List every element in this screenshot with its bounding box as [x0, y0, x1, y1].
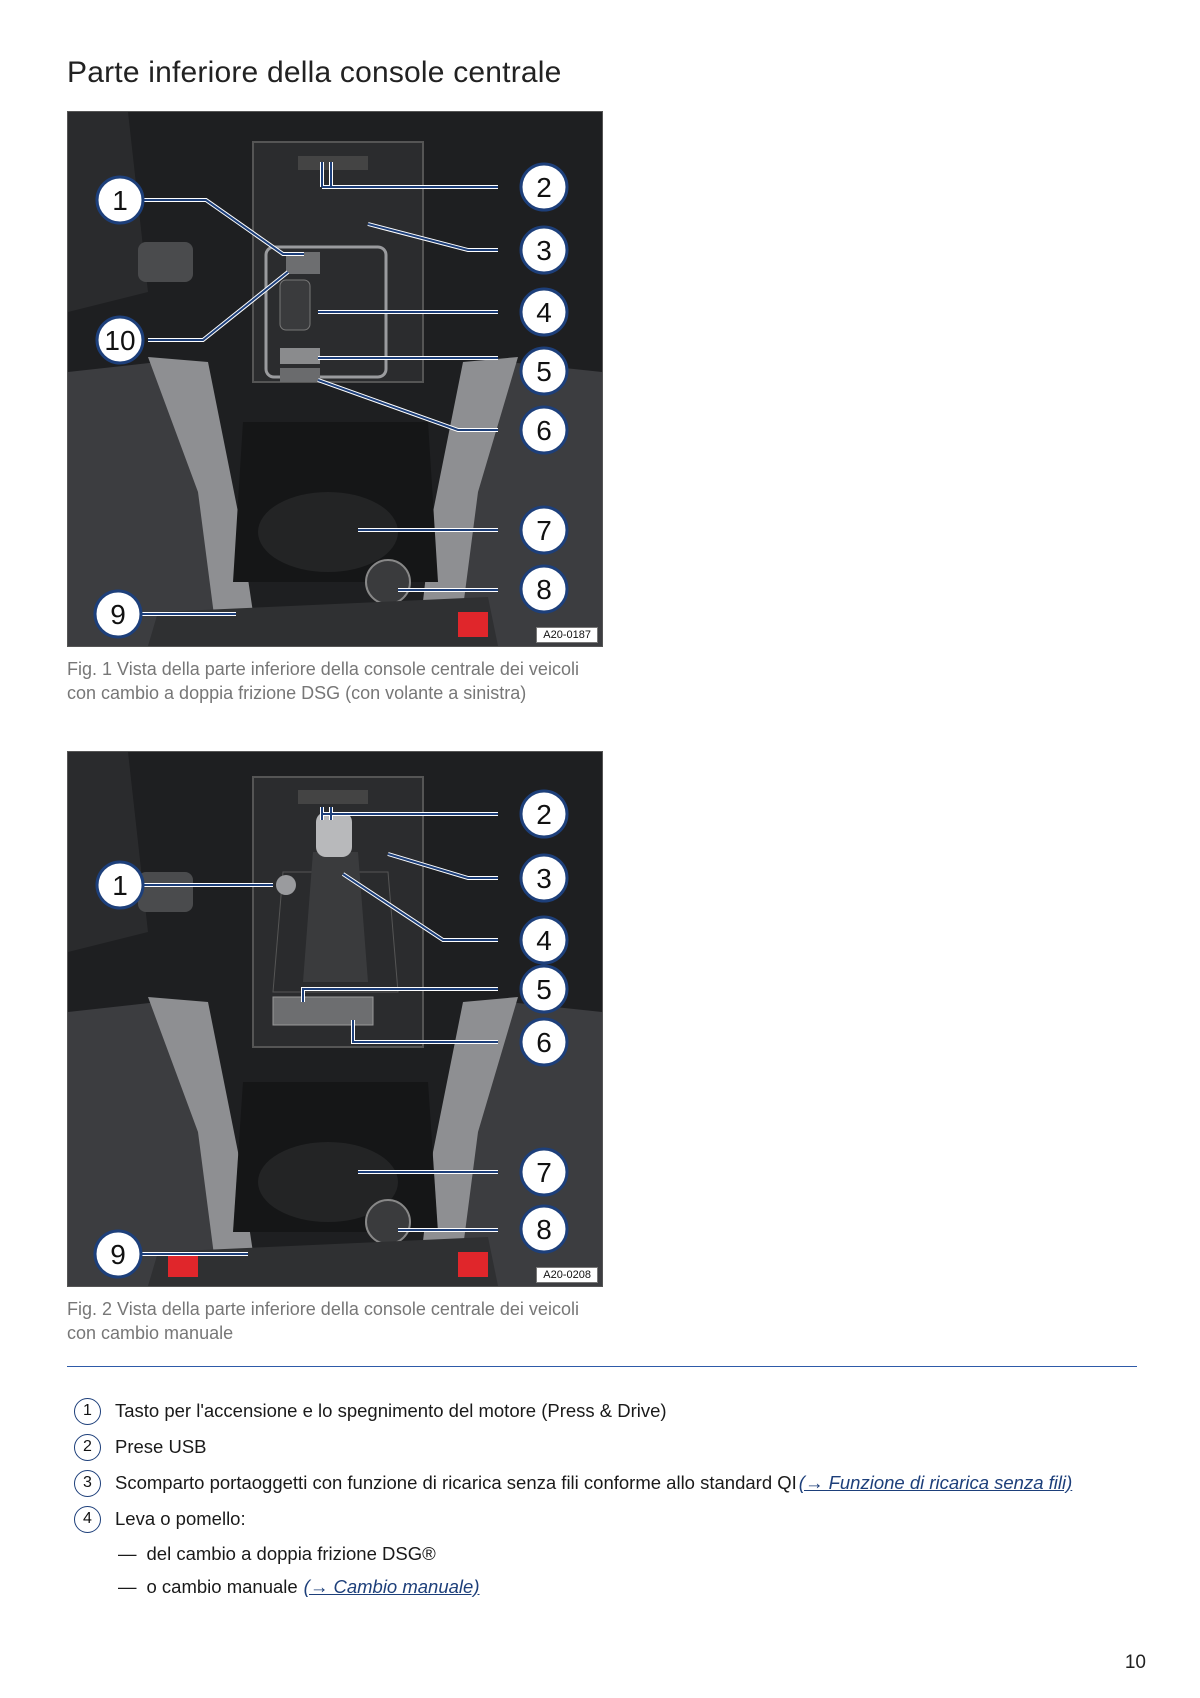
- legend-text: Tasto per l'accensione e lo spegnimento del motore (Press & Drive): [115, 1400, 667, 1421]
- svg-text:9: 9: [110, 1239, 126, 1270]
- legend-text: Scomparto portaoggetti con funzione di ricarica senza fili conforme allo standard QI: [115, 1472, 797, 1493]
- svg-text:2: 2: [536, 172, 552, 203]
- legend-text: Prese USB: [115, 1436, 207, 1457]
- page-title: Parte inferiore della console centrale: [67, 56, 562, 89]
- svg-text:8: 8: [536, 1214, 552, 1245]
- callout-6: [521, 1019, 567, 1065]
- svg-text:4: 4: [536, 925, 552, 956]
- legend-sub-item: [118, 1537, 1154, 1570]
- svg-text:5: 5: [536, 356, 552, 387]
- callout-10: [97, 317, 143, 363]
- svg-text:7: 7: [536, 1157, 552, 1188]
- callout-9: [95, 591, 141, 637]
- dash-bullet: —: [118, 1542, 137, 1564]
- callout-5: [521, 966, 567, 1012]
- svg-text:1: 1: [112, 185, 128, 216]
- figure-1-caption: Fig. 1 Vista della parte inferiore della console centrale dei veicoli con cambio a doppia frizione DSG (con volante a sinistra): [67, 659, 579, 703]
- legend-item: [74, 1393, 1154, 1429]
- legend-item: [74, 1501, 1154, 1537]
- callout-6: [521, 407, 567, 453]
- callout-7: [521, 1149, 567, 1195]
- callout-2: [521, 791, 567, 837]
- svg-text:1: 1: [112, 870, 128, 901]
- svg-text:3: 3: [536, 863, 552, 894]
- section-divider: [67, 1366, 1137, 1367]
- callout-2: [521, 164, 567, 210]
- figure-2-image: [67, 751, 603, 1287]
- legend-number-badge: 2: [74, 1434, 101, 1461]
- wireless-charging-link[interactable]: (→ Funzione di ricarica senza fili): [798, 1472, 1073, 1493]
- callout-7: [521, 507, 567, 553]
- callout-1: [97, 862, 143, 908]
- callout-5: [521, 348, 567, 394]
- svg-text:5: 5: [536, 974, 552, 1005]
- callout-4: [521, 917, 567, 963]
- figure-1-image: [67, 111, 603, 647]
- svg-text:4: 4: [536, 297, 552, 328]
- console-manual-illustration: [68, 752, 602, 1286]
- console-dsg-illustration: [68, 112, 602, 646]
- legend-text: Leva o pomello:: [115, 1508, 246, 1529]
- legend-number-badge: 4: [74, 1506, 101, 1533]
- callout-3: [521, 227, 567, 273]
- legend-number-badge: 3: [74, 1470, 101, 1497]
- svg-text:2: 2: [536, 799, 552, 830]
- callout-3: [521, 855, 567, 901]
- callout-9: [95, 1231, 141, 1277]
- callout-8: [521, 566, 567, 612]
- svg-text:3: 3: [536, 235, 552, 266]
- legend-list: [74, 1393, 1154, 1603]
- svg-text:8: 8: [536, 574, 552, 605]
- figure-code: A20-0208: [536, 1267, 598, 1283]
- figure-2-caption: Fig. 2 Vista della parte inferiore della console centrale dei veicoli con cambio manuale: [67, 1299, 579, 1343]
- svg-text:7: 7: [536, 515, 552, 546]
- svg-text:9: 9: [110, 599, 126, 630]
- callout-1: [97, 177, 143, 223]
- figure-code: A20-0187: [536, 627, 598, 643]
- legend-sub-text: o cambio manuale: [146, 1575, 298, 1597]
- manual-gearbox-link[interactable]: (→ Cambio manuale): [303, 1575, 480, 1597]
- legend-item: [74, 1465, 1154, 1501]
- callout-8: [521, 1206, 567, 1252]
- svg-text:6: 6: [536, 1027, 552, 1058]
- svg-text:6: 6: [536, 415, 552, 446]
- callout-4: [521, 289, 567, 335]
- legend-item: [74, 1429, 1154, 1465]
- legend-sub-item: [118, 1570, 1154, 1603]
- legend-number-badge: 1: [74, 1398, 101, 1425]
- page-number: 10: [1124, 1652, 1146, 1673]
- svg-text:10: 10: [104, 325, 136, 356]
- legend-sub-text: del cambio a doppia frizione DSG®: [146, 1542, 436, 1564]
- dash-bullet: —: [118, 1575, 137, 1597]
